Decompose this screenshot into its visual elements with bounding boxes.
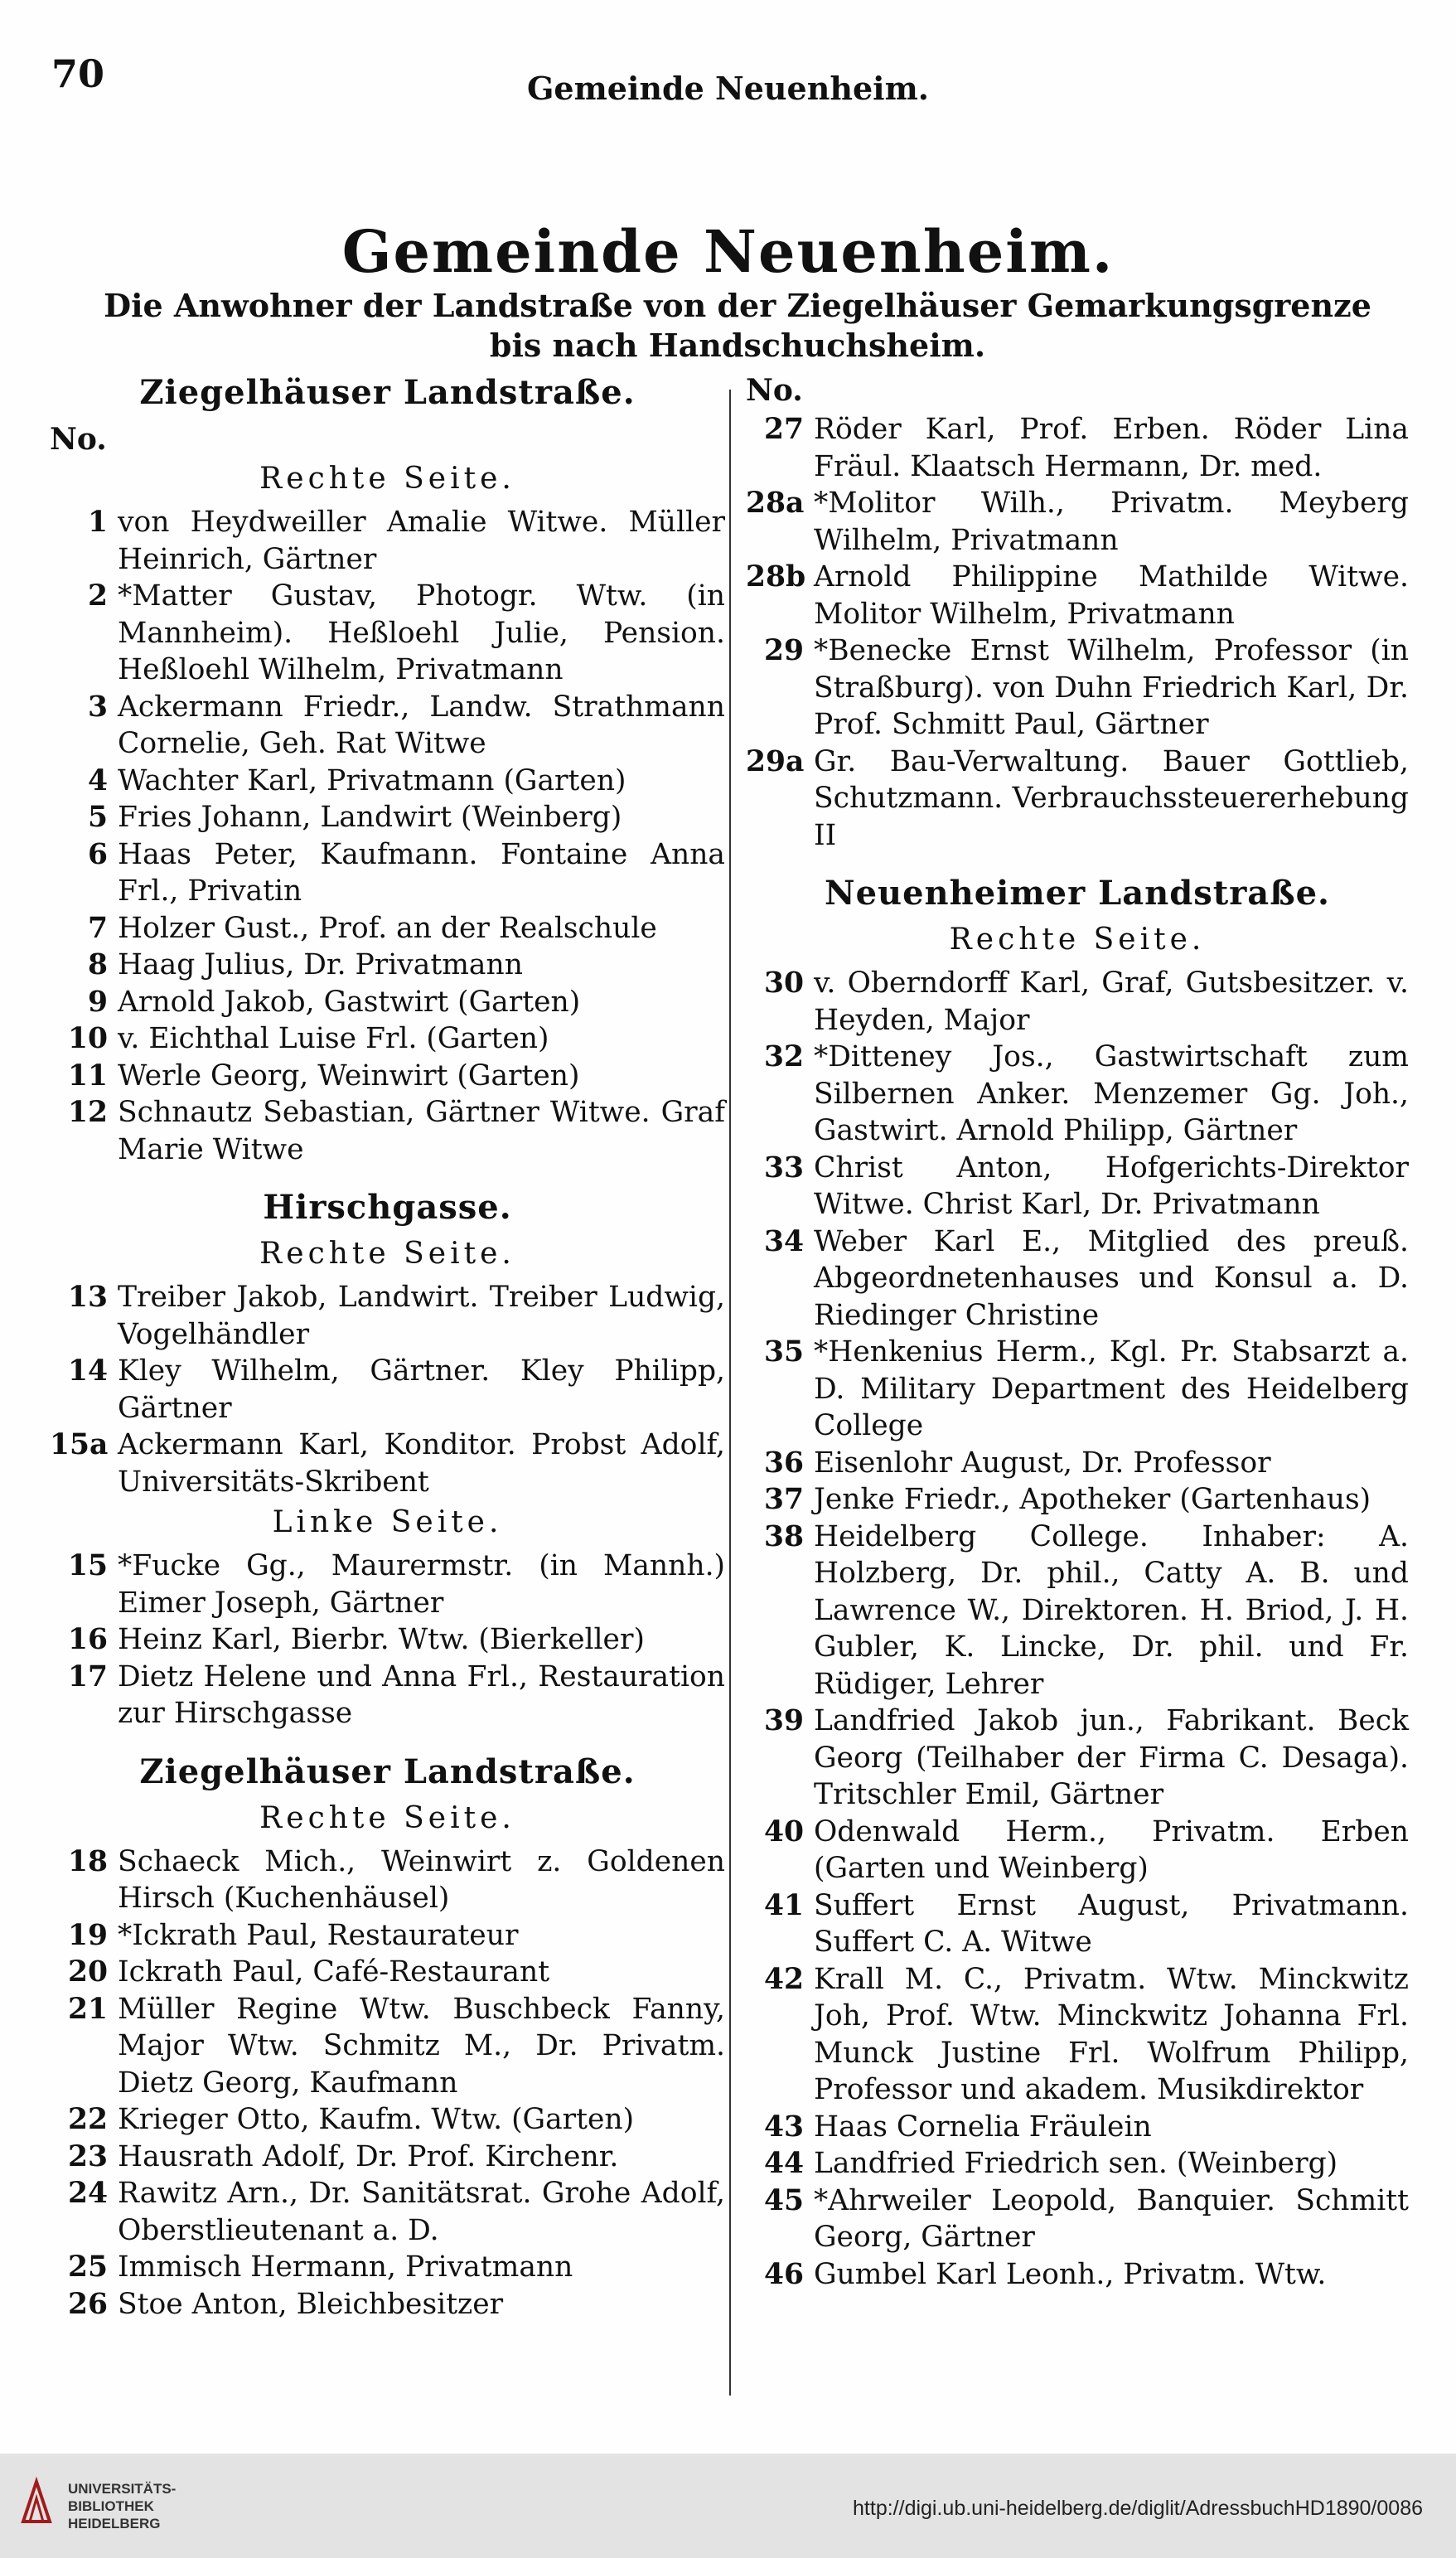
resident-text: Haag Julius, Dr. Privatmann — [118, 948, 523, 981]
resident-text: Landfried Jakob jun., Fabrikant. Beck Georg (Teilhaber der Firma C. Desaga). Tritschler Emil, Gärtner — [814, 1704, 1409, 1811]
resident-text: *Matter Gustav, Photogr. Wtw. (in Mannheim). Heßloehl Julie, Pension. Heßloehl Wilhelm, Privatmann — [118, 579, 725, 686]
logo-line: BIBLIOTHEK — [68, 2498, 154, 2514]
house-number: 14 — [67, 1354, 108, 1388]
resident-text: v. Eichthal Luise Frl. (Garten) — [118, 1022, 549, 1055]
house-number: 21 — [67, 1992, 108, 2026]
directory-entry — [746, 2256, 1409, 2294]
house-number: 37 — [763, 1483, 804, 1516]
directory-entry — [50, 1548, 725, 1621]
directory-entry — [746, 1814, 1409, 1887]
resident-text: *Ickrath Paul, Restaurateur — [118, 1918, 519, 1952]
house-number: 28a — [746, 487, 805, 520]
house-number: 18 — [67, 1844, 108, 1878]
house-number: 39 — [763, 1704, 804, 1737]
directory-entry — [746, 632, 1409, 744]
house-number: 15 — [67, 1549, 108, 1582]
house-number: 19 — [67, 1918, 108, 1952]
section-heading: Ziegelhäuser Landstraße. — [139, 373, 636, 412]
street-side-label: Linke Seite. — [272, 1505, 503, 1539]
resident-text: v. Oberndorff Karl, Graf, Gutsbesitzer. v. Heyden, Major — [814, 967, 1409, 1037]
resident-text: Wachter Karl, Privatmann (Garten) — [118, 763, 626, 797]
house-number: 16 — [67, 1623, 108, 1656]
house-number: 26 — [67, 2287, 108, 2321]
resident-text: Ickrath Paul, Café-Restaurant — [118, 1955, 550, 1989]
resident-text: Kley Wilhelm, Gärtner. Kley Philipp, Gärtner — [118, 1354, 725, 1425]
resident-text: Arnold Philippine Mathilde Witwe. Molitor Wilhelm, Privatmann — [814, 560, 1409, 631]
resident-text: Stoe Anton, Bleichbesitzer — [118, 2287, 504, 2321]
street-side-label: Rechte Seite. — [949, 923, 1206, 957]
directory-entry — [746, 1887, 1409, 1961]
logo-line: UNIVERSITÄTS- — [68, 2481, 177, 2497]
directory-entry — [746, 1223, 1409, 1335]
resident-text: Heinz Karl, Bierbr. Wtw. (Bierkeller) — [118, 1623, 645, 1656]
house-number: 5 — [87, 801, 108, 834]
resident-text: Holzer Gust., Prof. an der Realschule — [118, 911, 657, 945]
house-number: 22 — [67, 2103, 108, 2136]
section-heading: Ziegelhäuser Landstraße. — [139, 1751, 636, 1791]
house-number: 46 — [763, 2257, 804, 2291]
directory-entry — [50, 1353, 725, 1427]
resident-text: *Ditteney Jos., Gastwirtschaft zum Silbernen Anker. Menzemer Gg. Joh., Gastwirt. Arnold Philipp, Gärtner — [814, 1040, 1409, 1147]
directory-entry — [746, 2183, 1409, 2256]
directory-entry — [746, 411, 1409, 485]
directory-entry — [746, 1334, 1409, 1445]
resident-text: *Benecke Ernst Wilhelm, Professor (in Straßburg). von Duhn Friedrich Karl, Dr. Prof. Schmitt Paul, Gärtner — [814, 634, 1409, 741]
directory-entry — [50, 1279, 725, 1353]
resident-text: *Molitor Wilh., Privatm. Meyberg Wilhelm, Privatmann — [814, 487, 1409, 557]
library-logo-text — [68, 2480, 176, 2532]
directory-entry — [50, 2286, 725, 2323]
directory-entry — [50, 1094, 725, 1168]
house-number: 34 — [763, 1224, 804, 1258]
section-heading: Neuenheimer Landstraße. — [825, 874, 1330, 913]
house-number: 45 — [763, 2183, 804, 2217]
house-number: 8 — [87, 948, 108, 981]
resident-text: Gr. Bau-Verwaltung. Bauer Gottlieb, Schutzmann. Verbrauchssteuererhebung II — [814, 744, 1409, 852]
house-number: 1 — [87, 506, 108, 539]
resident-text: *Henkenius Herm., Kgl. Pr. Stabsarzt a. D. Military Department des Heidelberg College — [814, 1335, 1409, 1442]
house-number: 43 — [763, 2110, 804, 2144]
directory-entry — [50, 2249, 725, 2286]
resident-text: Jenke Friedr., Apotheker (Gartenhaus) — [814, 1483, 1371, 1516]
resident-text: Krall M. C., Privatm. Wtw. Minckwitz Joh, Prof. Wtw. Minckwitz Johanna Frl. Munck Justine Frl. Wolfrum Philipp, Professor und akadem. Musikdirektor — [814, 1962, 1409, 2106]
resident-text: von Heydweiller Amalie Witwe. Müller Heinrich, Gärtner — [118, 506, 725, 576]
house-number: 24 — [67, 2177, 108, 2210]
directory-entry — [746, 1039, 1409, 1150]
directory-entry — [50, 1659, 725, 1732]
house-number: 11 — [67, 1059, 108, 1092]
resident-text: Ackermann Friedr., Landw. Strathmann Cornelie, Geh. Rat Witwe — [118, 690, 725, 760]
source-url-link[interactable]: http://digi.ub.uni-heidelberg.de/diglit/AdressbuchHD1890/0086 — [853, 2497, 1423, 2520]
directory-entry — [746, 1961, 1409, 2109]
house-number: 10 — [67, 1022, 108, 1055]
house-number: 13 — [67, 1281, 108, 1314]
resident-text: Heidelberg College. Inhaber: A. Holzberg, Dr. phil., Catty A. B. und Lawrence W., Direktoren. H. Briod, J. H. Gubler, K. Lincke, Dr. phil. und Fr. Rüdiger, Lehrer — [814, 1519, 1409, 1701]
resident-text: Röder Karl, Prof. Erben. Röder Lina Fräul. Klaatsch Hermann, Dr. med. — [814, 413, 1409, 483]
house-number: 29a — [746, 744, 805, 778]
street-side-label: Rechte Seite. — [259, 462, 515, 496]
resident-text: Rawitz Arn., Dr. Sanitätsrat. Grohe Adolf, Oberstlieutenant a. D. — [118, 2177, 725, 2247]
house-number: 36 — [763, 1446, 804, 1480]
resident-text: *Fucke Gg., Maurermstr. (in Mannh.) Eimer Joseph, Gärtner — [118, 1549, 725, 1620]
directory-entry — [50, 1954, 725, 1991]
house-number: 23 — [67, 2139, 108, 2173]
directory-entry — [50, 2175, 725, 2249]
resident-text: Treiber Jakob, Landwirt. Treiber Ludwig, Vogelhändler — [118, 1281, 725, 1351]
subtitle: Die Anwohner der Landstraße von der Ziegelhäuser Gemarkungsgrenze bis nach Handschuchsheim. — [104, 287, 1371, 364]
resident-text: Odenwald Herm., Privatm. Erben (Garten und Weinberg) — [814, 1814, 1409, 1885]
directory-entry — [50, 578, 725, 689]
house-number: 44 — [763, 2147, 804, 2180]
directory-entry — [50, 1917, 725, 1955]
house-number: 27 — [763, 413, 804, 446]
directory-entry — [50, 763, 725, 800]
resident-text: Dietz Helene und Anna Frl., Restauration zur Hirschgasse — [118, 1659, 725, 1730]
house-number: 12 — [67, 1096, 108, 1129]
directory-entry — [50, 2139, 725, 2176]
resident-text: Suffert Ernst August, Privatmann. Suffert C. A. Witwe — [814, 1888, 1409, 1959]
directory-entry — [746, 2145, 1409, 2183]
house-number: 3 — [87, 690, 108, 724]
resident-text: Eisenlohr August, Dr. Professor — [814, 1446, 1271, 1480]
resident-text: Haas Peter, Kaufmann. Fontaine Anna Frl., Privatin — [118, 837, 725, 908]
directory-entry — [746, 1445, 1409, 1482]
resident-text: Landfried Friedrich sen. (Weinberg) — [814, 2147, 1338, 2180]
house-number: 28b — [746, 560, 806, 593]
house-number: 29 — [763, 634, 804, 667]
house-number: 38 — [763, 1519, 804, 1553]
house-number: 41 — [763, 1888, 804, 1922]
resident-text: Werle Georg, Weinwirt (Garten) — [118, 1059, 580, 1092]
resident-text: *Ahrweiler Leopold, Banquier. Schmitt Georg, Gärtner — [814, 2183, 1409, 2254]
running-head: Gemeinde Neuenheim. — [526, 70, 930, 107]
directory-entry — [50, 1058, 725, 1095]
house-number: 32 — [763, 1040, 804, 1073]
resident-text: Weber Karl E., Mitglied des preuß. Abgeordnetenhauses und Konsul a. D. Riedinger Christine — [814, 1224, 1409, 1332]
resident-text: Gumbel Karl Leonh., Privatm. Wtw. — [814, 2257, 1327, 2291]
directory-entry — [50, 984, 725, 1021]
directory-entry — [746, 559, 1409, 632]
logo-line: HEIDELBERG — [68, 2516, 161, 2531]
resident-text: Fries Johann, Landwirt (Weinberg) — [118, 801, 622, 834]
house-number: 2 — [87, 579, 108, 613]
directory-entry — [50, 799, 725, 836]
resident-text: Ackermann Karl, Konditor. Probst Adolf, Universitäts-Skribent — [118, 1428, 725, 1499]
university-library-logo-icon — [18, 2477, 55, 2527]
directory-entry — [50, 1427, 725, 1500]
resident-text: Immisch Hermann, Privatmann — [118, 2250, 573, 2284]
directory-entry — [50, 1843, 725, 1917]
directory-entry — [50, 504, 725, 578]
section-heading: Hirschgasse. — [263, 1188, 512, 1227]
directory-entry — [746, 744, 1409, 855]
house-number: 6 — [87, 837, 108, 871]
directory-entry — [50, 910, 725, 947]
directory-entry — [50, 689, 725, 763]
directory-entry — [50, 1020, 725, 1058]
street-side-label: Rechte Seite. — [259, 1237, 515, 1271]
directory-entry — [746, 485, 1409, 559]
house-number: 17 — [67, 1659, 108, 1693]
directory-entry — [746, 1481, 1409, 1519]
directory-entry — [50, 947, 725, 984]
left-column — [50, 373, 725, 2323]
directory-entry — [50, 2101, 725, 2139]
house-number: 15a — [50, 1428, 109, 1461]
house-number: 33 — [763, 1151, 804, 1185]
directory-entry — [746, 2109, 1409, 2146]
house-number: 35 — [763, 1335, 804, 1369]
directory-entry — [50, 1991, 725, 2102]
house-number: 40 — [763, 1814, 804, 1848]
directory-entry — [746, 1703, 1409, 1814]
resident-text: Hausrath Adolf, Dr. Prof. Kirchenr. — [118, 2139, 619, 2173]
page-number: 70 — [51, 51, 105, 96]
house-number: 42 — [763, 1962, 804, 1996]
directory-entry — [50, 1621, 725, 1659]
resident-text: Arnold Jakob, Gastwirt (Garten) — [118, 985, 581, 1019]
page-title: Gemeinde Neuenheim. — [341, 217, 1115, 286]
resident-text: Schaeck Mich., Weinwirt z. Goldenen Hirsch (Kuchenhäusel) — [118, 1844, 725, 1915]
right-column — [746, 373, 1409, 2293]
footer-bar — [0, 2454, 1456, 2558]
house-number: 4 — [87, 763, 108, 797]
number-column-label: No. — [50, 422, 107, 457]
directory-entry — [746, 965, 1409, 1039]
directory-entry — [746, 1150, 1409, 1223]
house-number: 25 — [67, 2250, 108, 2284]
number-column-label: No. — [746, 373, 803, 408]
resident-text: Christ Anton, Hofgerichts-Direktor Witwe. Christ Karl, Dr. Privatmann — [814, 1151, 1409, 1221]
street-side-label: Rechte Seite. — [259, 1800, 515, 1835]
column-divider — [729, 390, 731, 2396]
house-number: 9 — [87, 985, 108, 1019]
resident-text: Haas Cornelia Fräulein — [814, 2110, 1152, 2144]
resident-text: Krieger Otto, Kaufm. Wtw. (Garten) — [118, 2103, 635, 2136]
resident-text: Müller Regine Wtw. Buschbeck Fanny, Major Wtw. Schmitz M., Dr. Privatm. Dietz Georg, Kaufmann — [118, 1992, 725, 2100]
directory-entry — [50, 836, 725, 910]
house-number: 30 — [763, 967, 804, 1000]
house-number: 7 — [87, 911, 108, 945]
resident-text: Schnautz Sebastian, Gärtner Witwe. Graf Marie Witwe — [118, 1096, 725, 1166]
directory-entry — [746, 1519, 1409, 1703]
house-number: 20 — [67, 1955, 108, 1989]
